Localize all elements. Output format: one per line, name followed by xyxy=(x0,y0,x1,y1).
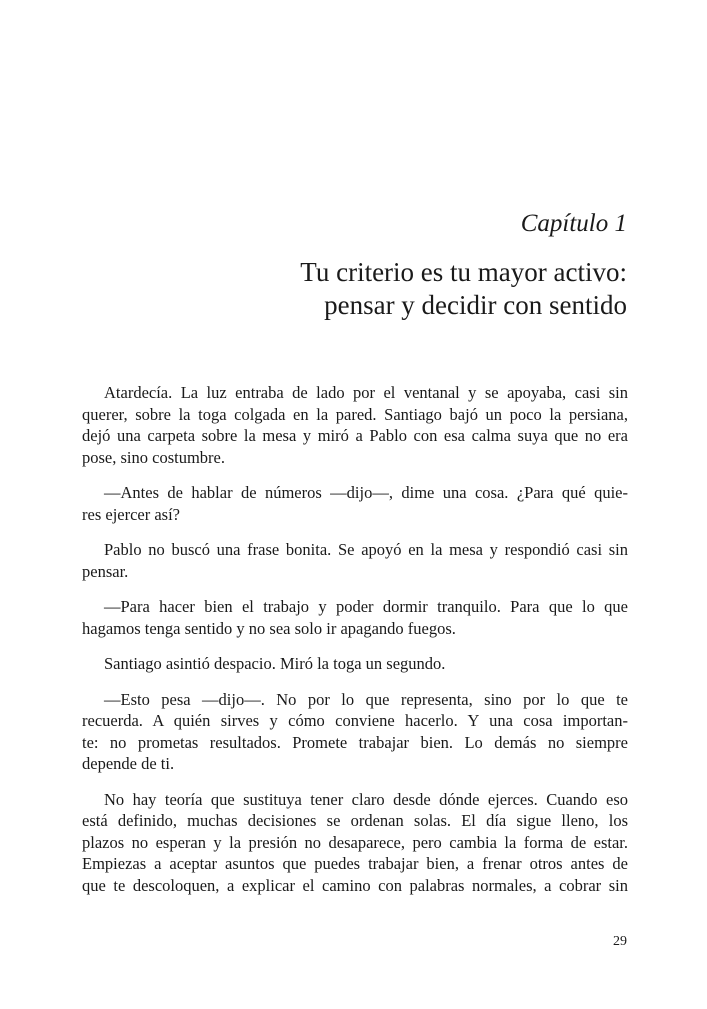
chapter-title-line: pensar y decidir con sentido xyxy=(324,290,627,320)
body-text xyxy=(82,382,628,910)
text-line: Empiezas a aceptar asuntos que puedes trabajar bien, a frenar otros antes de xyxy=(82,854,628,873)
text-line: que te descoloquen, a explicar el camino con palabras normales, a cobrar sin xyxy=(82,875,628,895)
paragraph xyxy=(82,789,628,897)
chapter-title-line: Tu criterio es tu mayor activo: xyxy=(300,257,627,287)
paragraph xyxy=(82,653,628,675)
text-line: Pablo no buscó una frase bonita. Se apoyó en la mesa y respondió casi sin xyxy=(104,540,628,559)
text-line: te: no prometas resultados. Promete trabajar bien. Lo demás no siempre xyxy=(82,732,628,752)
text-line: Atardecía. La luz entraba de lado por el ventanal y se apoyaba, casi sin xyxy=(104,383,628,402)
paragraph xyxy=(82,596,628,639)
chapter-title xyxy=(300,256,627,322)
text-line: depende de ti. xyxy=(82,754,175,773)
page-number: 29 xyxy=(613,934,627,949)
paragraph xyxy=(82,539,628,582)
paragraph xyxy=(82,482,628,525)
text-line: res ejercer así? xyxy=(82,504,181,524)
text-line: recuerda. A quién sirves y cómo conviene hacerlo. Y una cosa importan- xyxy=(82,711,628,730)
text-line: No hay teoría que sustituya tener claro desde dónde ejerces. Cuando eso xyxy=(104,789,628,809)
text-line: hagamos tenga sentido y no sea solo ir apagando fuegos. xyxy=(82,618,456,638)
text-line: está definido, muchas decisiones se ordenan solas. El día sigue lleno, los xyxy=(82,811,628,830)
text-line: —Esto pesa —dijo—. No por lo que representa, sino por lo que te xyxy=(104,689,628,709)
chapter-label: Capítulo 1 xyxy=(520,210,627,237)
paragraph xyxy=(82,689,628,775)
paragraph xyxy=(82,382,628,468)
text-line: —Antes de hablar de números —dijo—, dime una cosa. ¿Para qué quie- xyxy=(104,483,628,502)
text-line: pose, sino costumbre. xyxy=(82,447,225,467)
text-line: querer, sobre la toga colgada en la pared. Santiago bajó un poco la persiana, xyxy=(82,404,628,424)
text-line: plazos no esperan y la presión no desaparece, pero cambia la forma de estar. xyxy=(82,832,628,852)
text-line: Santiago asintió despacio. Miró la toga un segundo. xyxy=(104,654,446,673)
text-line: dejó una carpeta sobre la mesa y miró a Pablo con esa calma suya que no era xyxy=(82,426,628,445)
text-line: —Para hacer bien el trabajo y poder dormir tranquilo. Para que lo que xyxy=(104,597,628,616)
text-line: pensar. xyxy=(82,561,129,581)
